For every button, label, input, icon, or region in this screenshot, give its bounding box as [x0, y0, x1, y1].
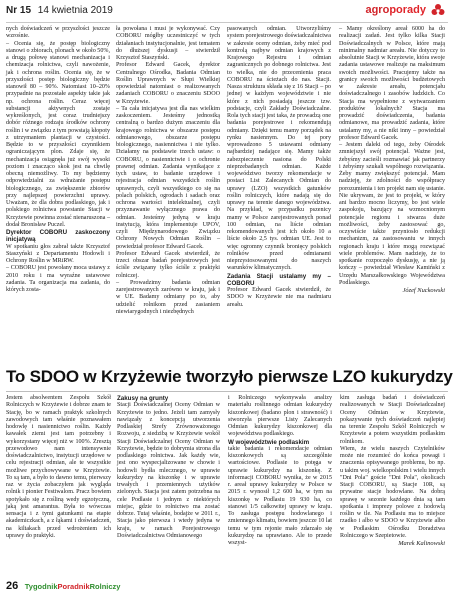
paragraph: nych doświadczeń w przyszłości jeszcze wzrośnie. [6, 26, 110, 40]
lower-column-1 [6, 395, 111, 540]
subheading: Zadania Stacji ustalamy my – COBORU [227, 272, 331, 287]
subheading: Zakusy na grunty [117, 395, 169, 402]
title-part2: Poradnik [57, 582, 90, 591]
paragraph: i Rolniczego wykonywała analizy materiału roślinnego odmian kukurydzy kiszonkowej (badano plon i strawność) i stworzyła pierwsze Listy Zalecanych Odmian kukurydzy kiszonkowej dla województwa podlaskiego. [228, 395, 332, 438]
paragraph: – Jestem daleki od tego, żeby Ośrodek zmniejszył swój potencjał. Ważne jest, żebyśmy zacieśli rozmawiać jak partnerzy i żebyśmy szukali wspólnego rozwiązania. Żeby mamy zwiększyć potencjał. Mam nadzieję, że zdolności do współpracy porozumienia i ten projekt nam się ustanie. Nie ukrywam, że jest to projekt, w który ani bardzo mocno liczymy, bo jest wiele zaspokoju, bazujący na wzmocnionym potencjale regionu i stwarza duże możliwości, żeby zastosować go, oczywiście także przyniosło redukcji mechanizm, za zastosowaniu w innych regionach kraju i które mogą rozwiązać wiele problemów. Mam nadzieję, że to spotkanie rozpoczęło dyskusję, a nie ją kończy – powiedział Wiesław Kamiński z Urzędu Marszałkowskiego Województwa Podlaskiego. [339, 142, 445, 286]
title-part3: Rolniczy [89, 582, 121, 591]
title-part1: Tygodnik [24, 582, 58, 591]
subheading: Dyrektor COBORU zaskoczony inicjatywą [6, 229, 110, 244]
paragraph: Stacji Doświadczalnej Oceny Odmian w Krzyżewie to jedno. Jeżeli tam zamysły nawiązały z koncepcją utworzenia Podlaskiej Strefy Zrównoważonego Rozwoju, z siedzibą w Krzyżewie wokół Stacji Doświadczalnej Oceny Odmian w Krzyżewie, będzie to dobrymia strona dla podlaskiego rolnictwa. Jak każdy wie, jest ono wyspecjalizowane w chowie i hodowli bydła mlecznego, w uprawie kukurydzy na kiszonkę i w uprawie trwałych i przemiennych użytków zielonych. Stacja jest zatem potrzebna na cele Podlasie i jednym z niektórych miejsc, gdzie to rolnictwo ma zostać dobrze. Tutaj właśnie, bodajże w 2011 r., Stacja jako pierwsza i wtedy jedyna w kraju, w ramach Porejestrowego Doświadczalnictwa Odmianowego [117, 402, 220, 539]
paragraph: – Prowadzimy badania odmian zarejestrowanych zarówno w kraju, jak i w UE. Badamy odmiany po to, aby udzielić rolnikom przed zasianiem niewiarygodnych i niezbędnych [116, 279, 220, 315]
lower-column-4 [340, 395, 445, 547]
issue-number: Nr 15 [6, 5, 32, 16]
paragraph: – Ta cała inicjatywa jest dla nas wielkim zaskoczeniem. Jesteśmy jednostką centralną o bardzo dużym znaczeniu dla krajowego rolnictwa w obszarze postępu odmianowego, obszarze postępu biologicznego, nasiennictwa i nie tylko. Działamy na podstawie trzech ustaw: o COBORU, o nasiennictwie i o ochronie prawnej odmian. Zadania wynikające z tych ustaw, to badanie urzędowe i rejestracja odmian wszystkich roślin uprawnych, czyli wszystkiego co się na polach polskich, ogrodach i sadach oraz ochrona wartości intelektualnej, czyli przyznawanie wyłącznego prawa do odmian. Jesteśmy jedyną w kraju instytucją, która implementuje UPOV, czyli Międzynarodowego Związku Ochrony Nowych Odmian Roślin – powiedział profesor Edward Gacek. [116, 105, 220, 250]
lower-column-2 [117, 395, 220, 540]
page-footer [6, 580, 120, 592]
upper-column-3 [227, 26, 331, 309]
author-signature: Józef Nuckowski [402, 287, 445, 294]
article-headline: To SDOO w Krzyżewie tworzyło pierwsze LZO kukurydzy [6, 367, 453, 386]
headline-rule [6, 391, 448, 392]
page-header [0, 0, 454, 24]
brand-part1: agro [365, 4, 390, 16]
brand-logo [365, 4, 426, 16]
upper-column-2 [116, 26, 220, 316]
paragraph: Wiem, że wielu naszych Czytelników może nie rozumieć do końca powagi i znaczenia opisywanego problemu, bo np. u takim woj. wielkopolskim i wielu innych "Dni Pola" goście "Dni Pola", okolicach Stacji COBORU, są Stacje 10R, są prywatne stacje hodowlane. Na dobrą sprawę w sezonie każdego dnia są tam spotkania i imprezy polowe z hodowlą roślin w tle. Na Podlasiu ma to miejsce rzadko i albo w SDOO w Krzyżewie albo w Podlaskim Ośrodku Doradztwa Rolniczego w Szepietowie. [340, 445, 445, 539]
paragraph: – Ocenia się, że postęp biologiczny stanowi o zbiorach, plonach w około 50%, a drugą połowę stanowi mechanizacja i chemizacja rolnictwa, czyli nawożenie, jak i ochrona roślin. Ocenia się, że w przyszłości postęp biologiczny będzie stanowił 80 – 90%. Natomiast 10–20% przypadnie na pozostałe aspekty takie jak np. ochrona roślin. Ceraz więcej substancji aktywnych zostaje wykreślonych, jest coraz trudniejszy dobór różnego rodzaju środków ochrony roślin i w związku z tym powstają kłopoty z utrzymaniem plantacji w czystości. Będzie to w przyszłości czynnikiem ograniczającym plon. Zdaje się, że mechanizacja osiągnęła już swój wysoki poziom i znacząco skok jest na chwilę obecną niemożliwy. To my będziemy odpowiedzialni za wdrażanie postępu biologicznego, za zwiększenie zbiorów przy najlepszej powierzchni uprawy. Uważam, że dla dobra podlaskiego, jak i polskiego rolnictwa powstanie Stacji w Krzyżewie powinna zostać nienaruszona – dodał Bronisław Puczel. [6, 40, 110, 228]
brand-part2: porady [389, 4, 426, 16]
lower-column-3 [228, 395, 332, 547]
page-number: 26 [6, 580, 19, 592]
issue-date: 14 kwietnia 2019 [37, 5, 113, 16]
paragraph: – Mamy określony areał 6000 ha do realizacji zadań. Jest tylko kilka Stacji Doświadczalnych w Polsce, które mają minimalny nadmiar areału. Nie dotyczy to absolutnie Stacji w Krzyżewie, która swoje zadania ustawowe realizuje na maksimum swoich możliwości. Pracujemy także na granicy swoich możliwości budżetowych w zakresie areału, potencjału doświadczalnego i zasobów ludzkich. Co Stacja ma wypełnione z wytwarzaniem produktów lokalnych? Stacja ma prowadzić doświadczenia, badania odmianowe, ma prowadzić zadania, które ustalamy my, a nie nikt inny – powiedział profesor Edward Gacek. [339, 26, 445, 141]
paragraph: takie badania i rekomendacje odmian kiszonkowych są szczególnie wartościowe. Podlasie to potęga w uprawie kukurydzy na kiszonkę. Z informacji COBORU wynika, że w 2015 r. areał uprawy kukurydzy w Polsce w 2015 r. wynosił 1,2 600 ha, w tym na kiszonkę w Podlasiu 19 930 ha, co stanowi 1/5 całkowitej uprawy w kraju. To zasługa postępu hodowlanego i zmiennego klimatu, bowiem jeszcze 10 lat temu w tym rejonie mało zdarzało się kukurydzę na uprawiano. Ale to przede wszyst- [228, 445, 332, 546]
paragraph: Profesor Edward Gacek stwierdził, że SDOO w Krzyżewie nie ma nadmiaru areału. [227, 287, 331, 308]
header-rule [6, 22, 448, 23]
paragraph: – COBORU jest powołany moca ustawy z 2010 roku i ma wyraźne ustawowe zadania. Ta organizacja ma zadania, do których zosta- [6, 265, 110, 293]
paragraph: Jestem absolwentem Zespołu Szkół Rolniczych w Krzyżewie i dobrze znam te Stację, bo w ramach praktyk szkolnych zawodowych tam właśnie poznawałem hodowlę i nasiennictwo roślin. Każdy kawałek ziemi jest tam potrzebny i wykorzystany więcej niż w 100%. Zresztą przewodowo nam intensywnie doświadczalnictwo, instytucji urzędowe w celu rejestracji odmian, ale te wszystkie możliwe przychowywane w Krzyżewie. To są tam, a było to dawno temu, pierwszy raz w życia zobaczyłem jak wygląda rolnik i pionier Festiwalom. Pracz bowiem spotykało się z rośliną wedy egzotyczną, jaką jest amarantus. Była to wówczas sensacja i z tymi gatunkami na etapie akademiczkach, a z łąkami i doświadczeń, na kiltakach przed wdrożeniem ich uprawy do praktyki. [6, 395, 111, 539]
upper-column-4 [339, 26, 445, 294]
subheading: W województwie podlaskim [228, 438, 310, 446]
publication-title [25, 582, 121, 591]
issue-info [6, 5, 113, 16]
author-signature: Marek Kalinowski [398, 540, 445, 547]
paragraph: pasowanych odmian. Utworzyliśmy system porejestrowego doświadczalnictwa w zakresie oceny odmian, żeby mieć pod kontrolą najbyw odmian krajowych z Krajowego Rejestru i odmian zagranicznych po dobnego rolnictwa. Jest to wielka, nie do przecenienia praca COBORU na ścieżach do nas. Stacji. Nasza struktura składa się z 16 Stacji – po jednej w każdym województwie i nie które z nich posiadają jeszcze tzw. podstacje, czyli Zakłady Doświadczalne. Rola tych stacji jest taka, że prowadzą one badania porejestrowe i rekomendują odmiany. Dzięki temu mamy porządek na rynku nasiennym. Do tej pory wprowadzono 5 ustawami odmiany najbardziej nadające się. Mamy także zabezpieczenie nasiona do Polski nieprzebadanych odmian. Każde województwo tworzy rekomendacje w postaci List Zalecanych Odmian do uprawy (LZO) wszystkich gatunków roślin rolniczych, które nadają się do uprawy na terenie danego województwa. Na przykład, w przypadku pszenicy mamy w Polsce zarejestrowanych ponad 100 odmian, na liście odmian rekomendowanych jest ich około 10 a liście około 2,5 tys. odmian UE. Jest to więc ogromny czynnik bronięcy polskich rolników przed odmianami nieprzystosowanymi do naszych warunków klimatycznych. [227, 26, 331, 272]
upper-column-1 [6, 26, 110, 294]
paragraph: Profesor Edward Gacek stwierdził, że trzeci obszar badań porejestrowych jest ściśle związany tylko ściśle z praktyki rolniczej. [116, 250, 220, 279]
paragraph: Profesor Edward Gacek, dyrektor Centralnego Ośrodka, Badania Odmian Roślin Uprawnych w Słupi Wielkiej opowiedział natomiast o realizowanych zadaniach COBORU o znaczeniu SDOO w Krzyżewie. [116, 62, 220, 105]
flower-logo-icon [430, 3, 446, 19]
paragraph: W spotkaniu głos zabrał także Krzysztof Staszyński z Departamentu Hodowli i Ochrony Roślin w MRiRW. [6, 243, 110, 264]
paragraph: kim zasługa badań i doświadczeń realizowanych w Stacji Doświadczalnej Oceny Odmian w Krzyżewie, pokazywanie tych doświadczeń najlepiej na terenie Zespołu Szkół Rolniczych w Krzyżewie a potem wszystkim podlaskim rolnikom. [340, 395, 445, 445]
paragraph: ła powołana i musi je wykonywać. Czy COBORU mógłby uczestniczyć w tych działaniach instytucjonalnie, jest tematem do dłuższej dyskusji – stwierdził Krzysztof Staszyński. [116, 26, 220, 61]
